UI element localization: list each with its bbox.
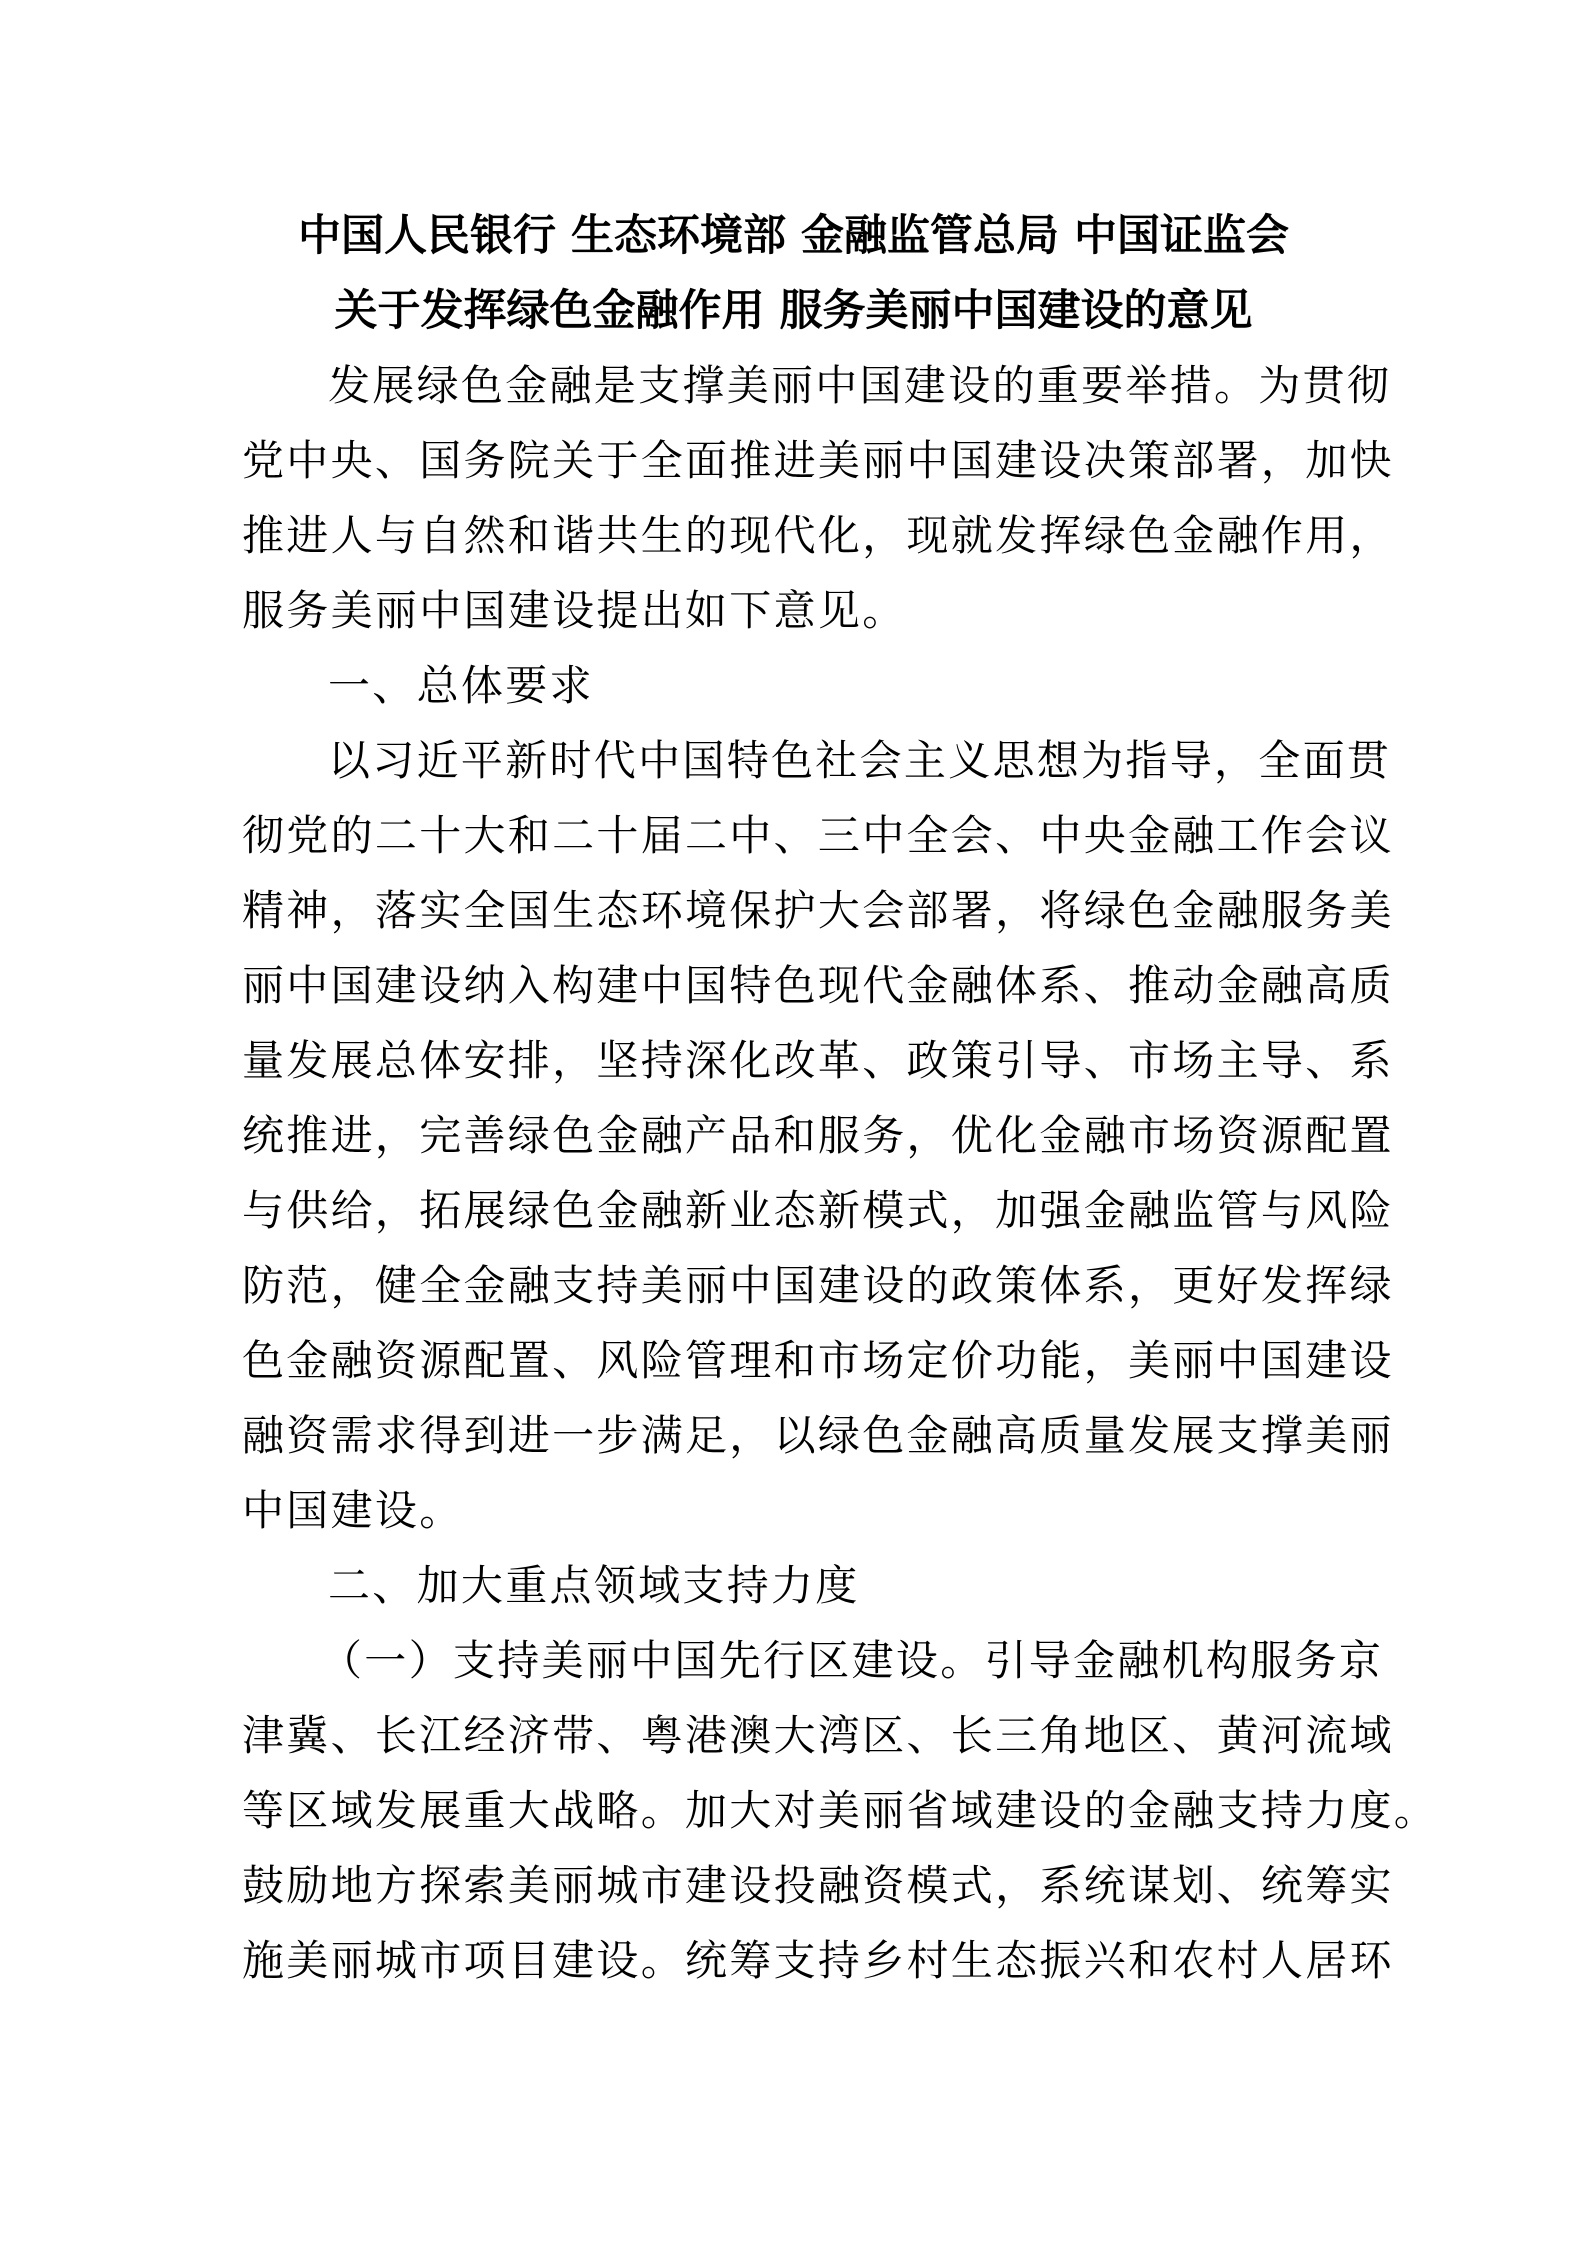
body-text-line: 彻党的二十大和二十届二中、三中全会、中央金融工作会议	[242, 811, 1394, 860]
body-text-line: 丽中国建设纳入构建中国特色现代金融体系、推动金融高质	[242, 961, 1394, 1010]
body-text-line: 精神，落实全国生态环境保护大会部署，将绿色金融服务美	[242, 886, 1394, 935]
body-text-line: 津冀、长江经济带、粤港澳大湾区、长三角地区、黄河流域	[242, 1711, 1394, 1760]
body-text-line: 鼓励地方探索美丽城市建设投融资模式，系统谋划、统筹实	[242, 1861, 1394, 1910]
document-title-line-2: 关于发挥绿色金融作用 服务美丽中国建设的意见	[334, 286, 1253, 336]
body-text-line: 统推进，完善绿色金融产品和服务，优化金融市场资源配置	[242, 1111, 1394, 1160]
body-text-line: 中国建设。	[242, 1486, 464, 1535]
body-text-line: 施美丽城市项目建设。统筹支持乡村生态振兴和农村人居环	[242, 1936, 1394, 1985]
body-text-line: 以习近平新时代中国特色社会主义思想为指导，全面贯	[328, 736, 1392, 785]
body-text-line: （一）支持美丽中国先行区建设。引导金融机构服务京	[320, 1636, 1384, 1685]
body-text-line: 融资需求得到进一步满足，以绿色金融高质量发展支撑美丽	[242, 1411, 1394, 1460]
body-text-line: 推进人与自然和谐共生的现代化，现就发挥绿色金融作用，	[242, 511, 1394, 560]
section-heading-1: 一、总体要求	[328, 661, 594, 710]
body-text-line: 发展绿色金融是支撑美丽中国建设的重要举措。为贯彻	[328, 361, 1392, 410]
body-text-line: 等区域发展重大战略。加大对美丽省域建设的金融支持力度。	[242, 1786, 1439, 1835]
body-text-line: 量发展总体安排，坚持深化改革、政策引导、市场主导、系	[242, 1036, 1394, 1085]
body-text-line: 服务美丽中国建设提出如下意见。	[242, 586, 907, 635]
body-text-line: 色金融资源配置、风险管理和市场定价功能，美丽中国建设	[242, 1336, 1394, 1385]
body-text-line: 党中央、国务院关于全面推进美丽中国建设决策部署，加快	[242, 436, 1394, 485]
document-title-line-1: 中国人民银行 生态环境部 金融监管总局 中国证监会	[298, 211, 1289, 261]
body-text-line: 防范，健全金融支持美丽中国建设的政策体系，更好发挥绿	[242, 1261, 1394, 1310]
section-heading-2: 二、加大重点领域支持力度	[328, 1561, 860, 1610]
body-text-line: 与供给，拓展绿色金融新业态新模式，加强金融监管与风险	[242, 1186, 1394, 1235]
